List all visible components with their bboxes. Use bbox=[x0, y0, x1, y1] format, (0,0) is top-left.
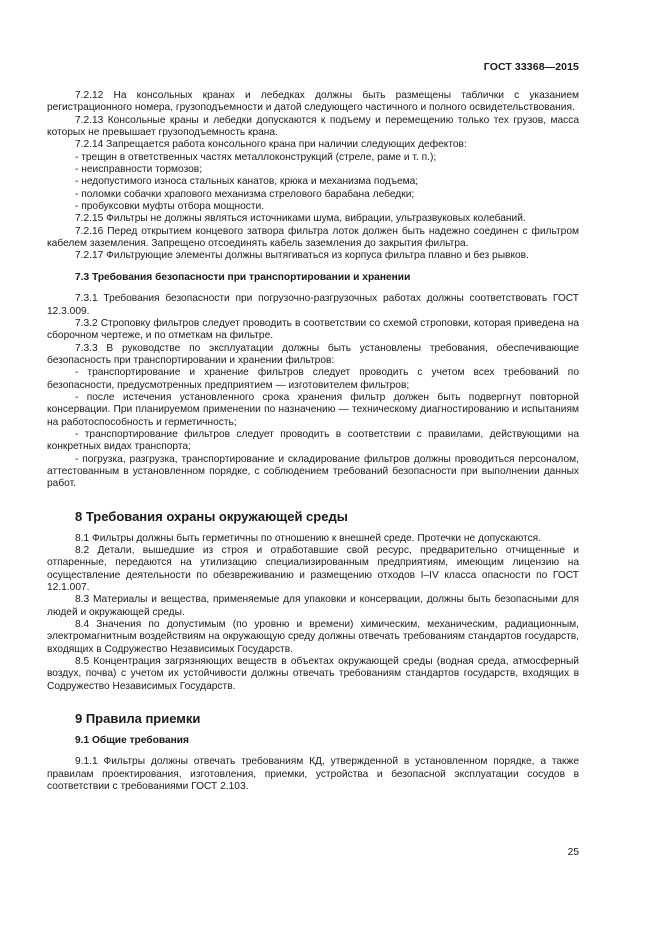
paragraph-9-1-1: 9.1.1 Фильтры должны отвечать требованиям КД, утвержденной в установленном порядке, а также правилам проектирования, изготовления, приемки, устройства и безопасной эксплуатации сосудов в соответствии с требованиями ГОСТ 2.103. bbox=[47, 756, 579, 793]
section-7-3-heading: 7.3 Требования безопасности при транспортировании и хранении bbox=[75, 271, 411, 283]
paragraph-8-1: 8.1 Фильтры должны быть герметичны по отношению к внешней среде. Протечки не допускаются. bbox=[75, 532, 542, 544]
list-item: - пробуксовки муфты отбора мощности. bbox=[75, 201, 265, 213]
list-item: - неисправности тормозов; bbox=[75, 164, 203, 176]
paragraph-7-2-15: 7.2.15 Фильтры не должны являться источниками шума, вибрации, ультразвуковых колебаний. bbox=[75, 213, 526, 225]
paragraph-7-3-2: 7.3.2 Строповку фильтров следует проводить в соответствии со схемой строповки, которая приведена на сборочном чертеже, и по отметкам на фильтре. bbox=[47, 317, 579, 342]
list-item: - погрузка, разгрузка, транспортирование и складирование фильтров должны проводиться персоналом, аттестованным в установленном порядке, с соблюдением требований безопасности при выполнении данных работ. bbox=[47, 453, 579, 490]
document-id-header: ГОСТ 33368—2015 bbox=[483, 61, 579, 73]
paragraph-7-2-12: 7.2.12 На консольных кранах и лебедках должны быть размещены таблички с указанием регистрационного номера, грузоподъемности и датой следующего частичного и полного освидетельствования. bbox=[47, 90, 579, 114]
list-item: - поломки собачки храпового механизма стрелового барабана лебедки; bbox=[75, 188, 415, 200]
list-item: - транспортирование и хранение фильтров следует проводить с учетом всех требований по безопасности, предусмотренных предприятием — изготовителем фильтров; bbox=[47, 367, 579, 391]
section-8-heading: 8 Требования охраны окружающей среды bbox=[75, 508, 348, 524]
list-item: - транспортирование фильтров следует проводить в соответствии с правилами, действующими на конкретных видах транспорта; bbox=[47, 428, 579, 453]
page-content bbox=[47, 90, 579, 794]
list-item: - недопустимого износа стальных канатов, крюка и механизма подъема; bbox=[75, 176, 419, 188]
paragraph-8-5: 8.5 Концентрация загрязняющих веществ в объектах окружающей среды (водная среда, атмосферный воздух, почва) с учетом их устойчивости должны отвечать требованиям стандартов государств, входящих в Содружество Независимых Государств. bbox=[47, 656, 579, 692]
list-item: - после истечения установленного срока хранения фильтр должен быть подвергнут повторной консервации. При планируемом применении по назначению — техническому диагностированию и испытаниям на работоспособность и герметичность; bbox=[47, 391, 579, 428]
paragraph-8-4: 8.4 Значения по допустимым (по уровню и времени) химическим, механическим, радиационным, электромагнитным воздействиям на окружающую среду должны отвечать требованиям стандартов государств, входящих в Содружество Независимых Государств. bbox=[47, 619, 579, 655]
paragraph-7-2-16: 7.2.16 Перед открытием концевого затвора фильтра лоток должен быть надежно соединен с фильтром кабелем заземления. Запрещено отсоединять кабель заземления до закрытия фильтра. bbox=[47, 225, 579, 250]
page-number: 25 bbox=[567, 847, 579, 858]
paragraph-7-2-13: 7.2.13 Консольные краны и лебедки допускаются к подъему и перемещению только тех грузов, масса которых не превышает грузоподъемность крана. bbox=[47, 114, 579, 139]
paragraph-7-3-3: 7.3.3 В руководстве по эксплуатации должны быть установлены требования, обеспечивающие безопасность при транспортировании и хранении фильтров: bbox=[47, 342, 579, 366]
section-9-1-heading: 9.1 Общие требования bbox=[75, 735, 189, 747]
paragraph-8-2: 8.2 Детали, вышедшие из строя и отработавшие свой ресурс, предварительно отчищенные и отпаренные, передаются на утилизацию специализированным предприятиям, имеющим лицензию на осуществление деятельности по обезвреживанию и размещению отходов I–IV класса опасности по ГОСТ 12.1.007. bbox=[47, 545, 579, 594]
paragraph-7-2-17: 7.2.17 Фильтрующие элементы должны вытягиваться из корпуса фильтра плавно и без рывков. bbox=[75, 250, 529, 262]
paragraph-7-2-14: 7.2.14 Запрещается работа консольного крана при наличии следующих дефектов: bbox=[75, 139, 467, 151]
section-9-heading: 9 Правила приемки bbox=[75, 711, 201, 727]
paragraph-7-3-1: 7.3.1 Требования безопасности при погрузочно-разгрузочных работах должны соответствовать ГОСТ 12.3.009. bbox=[47, 293, 579, 317]
list-item: - трещин в ответственных частях металлоконструкций (стреле, раме и т. п.); bbox=[75, 151, 437, 163]
paragraph-8-3: 8.3 Материалы и вещества, применяемые для упаковки и консервации, должны быть безопасными для людей и окружающей среды. bbox=[47, 594, 579, 618]
